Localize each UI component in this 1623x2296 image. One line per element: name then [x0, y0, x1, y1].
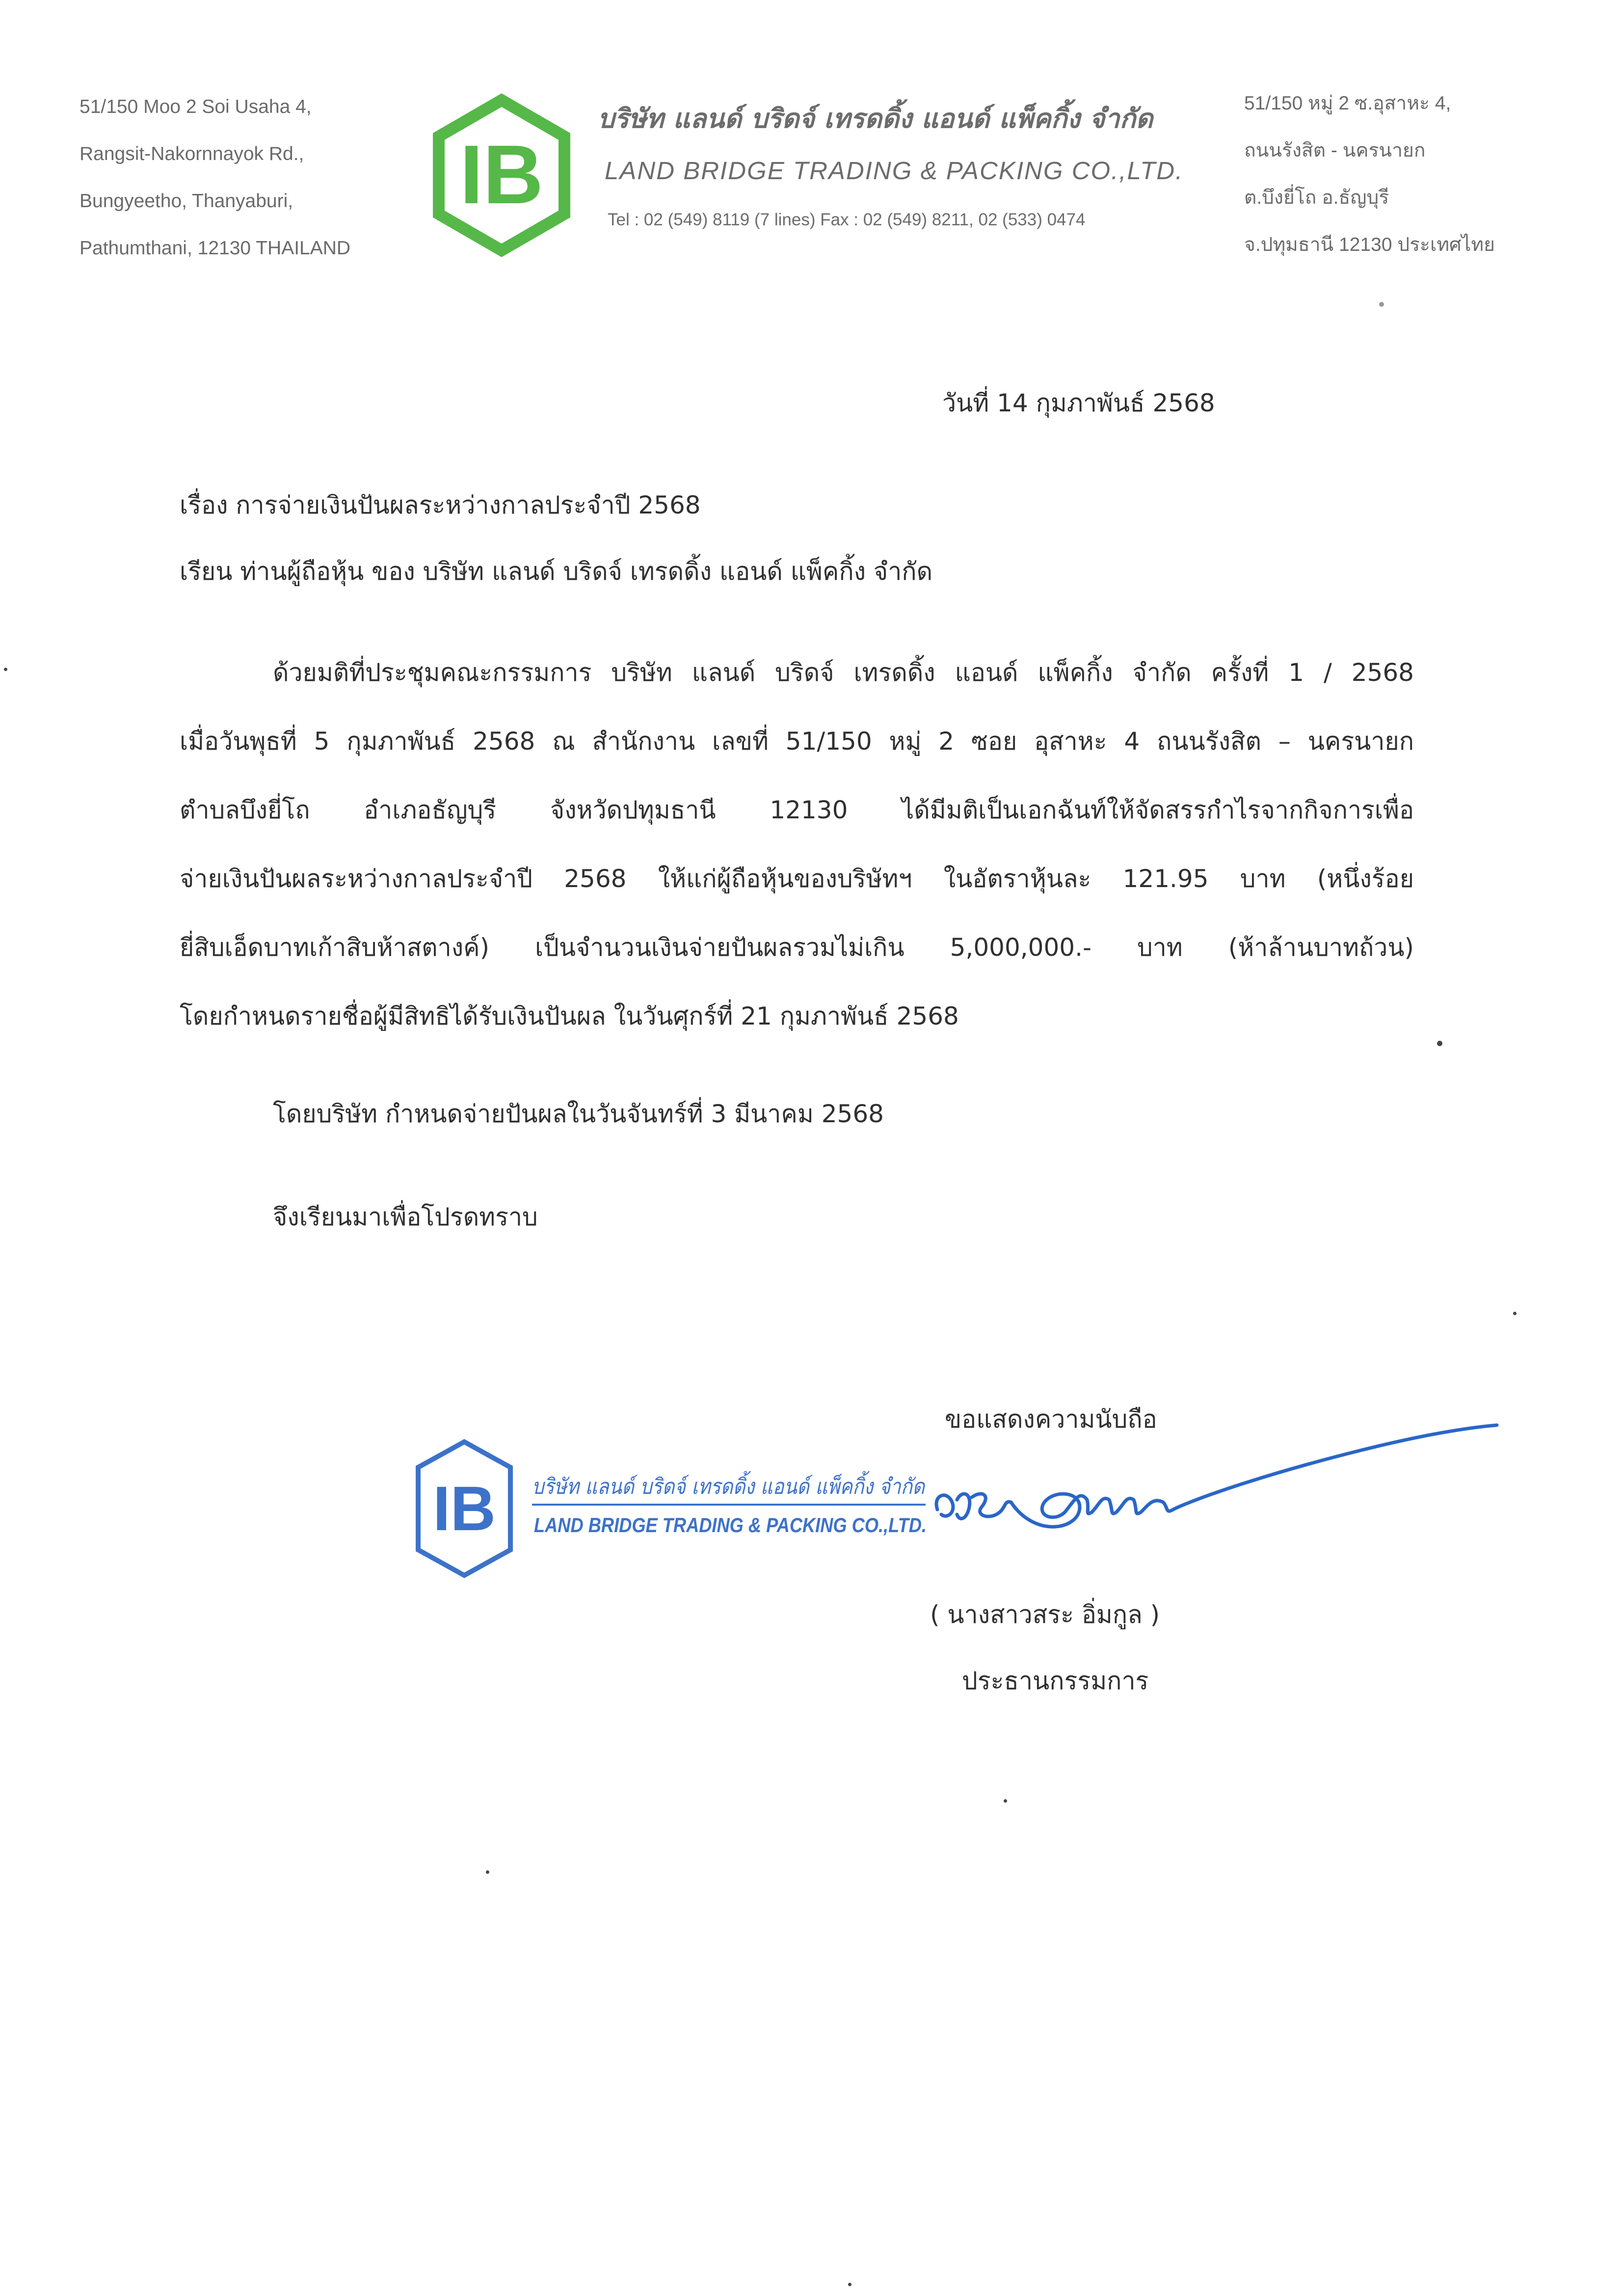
scan-speck — [848, 2283, 851, 2286]
company-logo — [430, 94, 573, 256]
stamp-logo-letters: IB — [433, 1474, 496, 1544]
stamp-name-th: บริษัท แลนด์ บริดจ์ เทรดดิ้ง แอนด์ แพ็คกิ้ง จำกัด — [532, 1474, 981, 1499]
letter-date: วันที่ 14 กุมภาพันธ์ 2568 — [942, 389, 1215, 417]
scan-speck — [1379, 302, 1384, 307]
letter-paragraph-3: จึงเรียนมาเพื่อโปรดทราบ — [273, 1203, 538, 1231]
company-stamp — [405, 1436, 981, 1583]
company-contact: Tel : 02 (549) 8119 (7 lines) Fax : 02 (549) 8211, 02 (533) 0474 — [608, 210, 1086, 229]
address-en-line: 51/150 Moo 2 Soi Usaha 4, — [80, 96, 312, 117]
paragraph-line: โดยกำหนดรายชื่อผู้มีสิทธิได้รับเงินปันผล ในวันศุกร์ที่ 21 กุมภาพันธ์ 2568 — [180, 1002, 959, 1030]
address-th-line: ถนนรังสิต - นครนายก — [1244, 140, 1426, 161]
signatory-title: ประธานกรรมการ — [962, 1667, 1149, 1695]
address-en-line: Pathumthani, 12130 THAILAND — [80, 238, 351, 259]
address-th-line: 51/150 หมู่ 2 ซ.อุสาหะ 4, — [1244, 93, 1451, 114]
signatory-name: ( นางสาวสระ อิ่มกูล ) — [930, 1600, 1160, 1629]
signature — [918, 1416, 1502, 1559]
letter-subject: เรื่อง การจ่ายเงินปันผลระหว่างกาลประจำปี 2568 — [180, 491, 701, 519]
stamp-name-en: LAND BRIDGE TRADING & PACKING CO.,LTD. — [534, 1513, 927, 1537]
address-th-line: จ.ปทุมธานี 12130 ประเทศไทย — [1244, 234, 1495, 255]
paragraph-line: ด้วยมติที่ประชุมคณะกรรมการ บริษัท แลนด์ บริดจ์ เทรดดิ้ง แอนด์ แพ็คกิ้ง จำกัด ครั้งที่ 1 / 2568 — [273, 658, 1414, 687]
scan-speck — [1004, 1799, 1007, 1803]
scan-speck — [486, 1870, 489, 1874]
company-name-en: LAND BRIDGE TRADING & PACKING CO.,LTD. — [605, 157, 1184, 185]
paragraph-line: ตำบลบึงยี่โถ อำเภอธัญบุรี จังหวัดปทุมธานี 12130 ได้มีมติเป็นเอกฉันท์ให้จัดสรรกำไรจากกิจการเพื่อ — [180, 796, 1414, 824]
logo-letters: IB — [460, 128, 543, 221]
scan-speck — [1437, 1041, 1442, 1046]
letterhead-address-th — [1244, 80, 1597, 269]
scan-speck — [4, 668, 7, 671]
letter-paragraph-1 — [180, 638, 1414, 1051]
paragraph-line: จ่ายเงินปันผลระหว่างกาลประจำปี 2568 ให้แก่ผู้ถือหุ้นของบริษัทฯ ในอัตราหุ้นละ 121.95 บาท (หนึ่งร้อย — [180, 864, 1414, 893]
letter-paragraph-2: โดยบริษัท กำหนดจ่ายปันผลในวันจันทร์ที่ 3 มีนาคม 2568 — [273, 1100, 884, 1128]
paragraph-line: เมื่อวันพุธที่ 5 กุมภาพันธ์ 2568 ณ สำนักงาน เลขที่ 51/150 หมู่ 2 ซอย อุสาหะ 4 ถนนรังสิต – นครนายก — [180, 727, 1414, 756]
address-th-line: ต.บึงยี่โถ อ.ธัญบุรี — [1244, 187, 1389, 208]
scan-speck — [1513, 1312, 1517, 1315]
paragraph-line: ยี่สิบเอ็ดบาทเก้าสิบห้าสตางค์) เป็นจำนวนเงินจ่ายปันผลรวมไม่เกิน 5,000,000.- บาท (ห้าล้านบาทถ้วน) — [180, 933, 1414, 962]
company-name-th: บริษัท แลนด์ บริดจ์ เทรดดิ้ง แอนด์ แพ็คกิ้ง จำกัด — [598, 103, 1153, 134]
letterhead-address-en — [80, 83, 423, 272]
address-en-line: Bungyeetho, Thanyaburi, — [80, 190, 293, 212]
letter-recipient: เรียน ท่านผู้ถือหุ้น ของ บริษัท แลนด์ บริดจ์ เทรดดิ้ง แอนด์ แพ็คกิ้ง จำกัด — [180, 557, 933, 586]
letter-closing: ขอแสดงความนับถือ — [945, 1405, 1157, 1433]
address-en-line: Rangsit-Nakornnayok Rd., — [80, 143, 304, 164]
